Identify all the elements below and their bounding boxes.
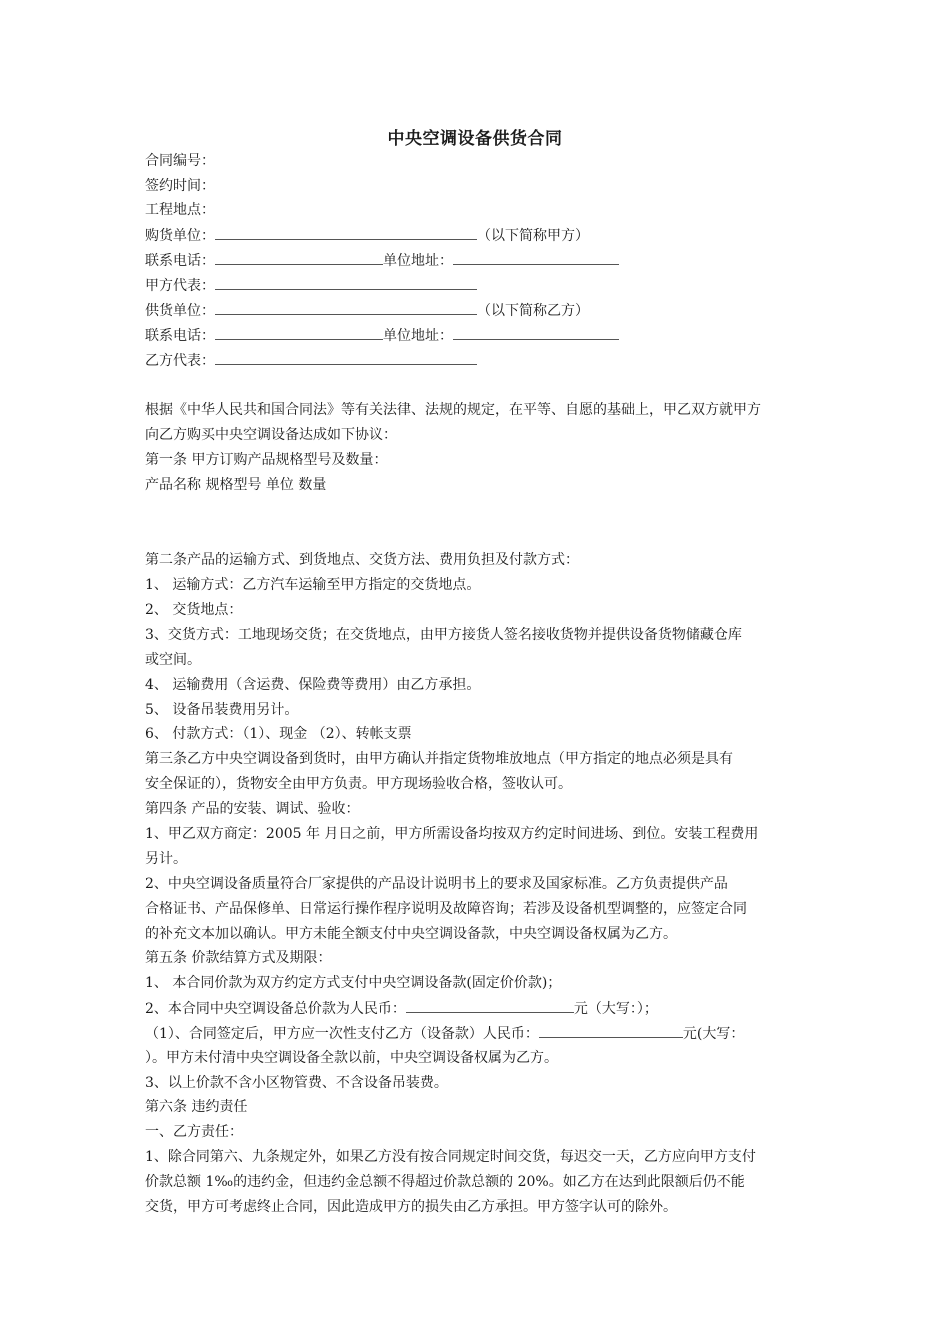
buyer-line [145, 225, 589, 246]
preamble-line-1: 根据《中华人民共和国合同法》等有关法律、法规的规定，在平等、自愿的基础上，甲乙双方就甲方 [145, 402, 761, 418]
preamble-line-2: 向乙方购买中央空调设备达成如下协议： [145, 427, 397, 443]
liability-item-1-cont-2: 交货，甲方可考虑终止合同，因此造成甲方的损失由乙方承担。甲方签字认可的除外。 [145, 1199, 677, 1215]
product-table-header: 产品名称 规格型号 单位 数量 [145, 477, 327, 493]
supplier-rep-label: 乙方代表： [145, 353, 215, 369]
supplier-alias: （以下简称乙方） [477, 303, 589, 319]
lump-sum-label: （1）、合同签定后，甲方应一次性支付乙方（设备款）人民币： [145, 1026, 539, 1042]
document-title: 中央空调设备供货合同 [387, 129, 563, 149]
article-6-heading: 第六条 违约责任 [145, 1099, 248, 1115]
buyer-address-label: 单位地址： [383, 253, 453, 269]
buyer-rep-line [145, 275, 477, 296]
supplier-phone-blank [215, 325, 383, 340]
lump-sum-unit: 元(大写： [682, 1026, 745, 1042]
article-5-heading: 第五条 价款结算方式及期限： [145, 950, 332, 966]
article-2-item-1: 1、 运输方式：乙方汽车运输至甲方指定的交货地点。 [145, 577, 481, 593]
liability-item-1: 1、除合同第六、九条规定外，如果乙方没有按合同规定时间交货，每迟交一天，乙方应向甲方支付 [145, 1149, 756, 1165]
article-2-heading: 第二条产品的运输方式、到货地点、交货方法、费用负担及付款方式： [145, 552, 579, 568]
lump-sum-blank [539, 1023, 683, 1038]
supplier-label: 供货单位： [145, 303, 215, 319]
article-4-item-2: 2、中央空调设备质量符合厂家提供的产品设计说明书上的要求及国家标准。乙方负责提供产品 [145, 876, 728, 892]
article-4-item-2-cont-1: 合格证书、产品保修单、日常运行操作程序说明及故障咨询；若涉及设备机型调整的，应签定合同 [145, 901, 747, 917]
supplier-line [145, 300, 589, 321]
supplier-blank [215, 300, 477, 315]
sign-date-label: 签约时间： [145, 178, 215, 194]
supplier-phone-label: 联系电话： [145, 328, 215, 344]
buyer-alias: （以下简称甲方） [477, 228, 589, 244]
total-price-blank [406, 998, 574, 1013]
contract-number-line [145, 151, 215, 171]
liability-item-1-cont-1: 价款总额 1‰的违约金，但违约金总额不得超过价款总额的 20%。如乙方在达到此限额后仍不能 [145, 1174, 745, 1190]
buyer-label: 购货单位： [145, 228, 215, 244]
supplier-address-blank [453, 325, 619, 340]
buyer-address-blank [453, 250, 619, 265]
article-1-heading: 第一条 甲方订购产品规格型号及数量： [145, 452, 388, 468]
buyer-blank [215, 225, 477, 240]
contract-number-label: 合同编号： [145, 153, 215, 169]
supplier-rep-blank [215, 350, 477, 365]
article-2-item-3: 3、交货方式：工地现场交货；在交货地点，由甲方接货人签名接收货物并提供设备货物储藏仓库 [145, 627, 742, 643]
supplier-address-label: 单位地址： [383, 328, 453, 344]
article-4-heading: 第四条 产品的安装、调试、验收： [145, 801, 360, 817]
article-4-item-2-cont-2: 的补充文本加以确认。甲方未能全额支付中央空调设备款，中央空调设备权属为乙方。 [145, 926, 677, 942]
sign-date-line [145, 176, 215, 196]
project-site-line [145, 200, 215, 220]
buyer-contact-line [145, 250, 619, 271]
article-5-item-3: 3、以上价款不含小区物管费、不含设备吊装费。 [145, 1075, 448, 1091]
project-site-label: 工程地点： [145, 202, 215, 218]
article-5-item-2-sub-1 [145, 1023, 744, 1044]
supplier-contact-line [145, 325, 619, 346]
article-4-item-1-cont: 另计。 [145, 851, 187, 867]
supplier-liability-heading: 一、乙方责任： [145, 1124, 243, 1140]
buyer-rep-label: 甲方代表： [145, 278, 215, 294]
article-2-item-6: 6、 付款方式：（1）、现金 （2）、转帐支票 [145, 726, 412, 742]
buyer-rep-blank [215, 275, 477, 290]
total-price-unit: 元（大写：）； [573, 1001, 658, 1017]
article-5-item-1: 1、 本合同价款为双方约定方式支付中央空调设备款(固定价价款)； [145, 975, 562, 991]
article-5-item-2 [145, 998, 658, 1019]
article-2-item-4: 4、 运输费用（含运费、保险费等费用）由乙方承担。 [145, 677, 481, 693]
article-5-item-2-sub-1-cont: ）。甲方未付清中央空调设备全款以前，中央空调设备权属为乙方。 [145, 1050, 558, 1066]
article-2-item-3-cont: 或空间。 [145, 652, 201, 668]
article-2-item-2: 2、 交货地点： [145, 602, 243, 618]
buyer-phone-label: 联系电话： [145, 253, 215, 269]
article-3-line-2: 安全保证的），货物安全由甲方负责。甲方现场验收合格，签收认可。 [145, 776, 572, 792]
article-2-item-5: 5、 设备吊装费用另计。 [145, 702, 299, 718]
total-price-label: 2、本合同中央空调设备总价款为人民币： [145, 1001, 406, 1017]
article-3-line-1: 第三条乙方中央空调设备到货时，由甲方确认并指定货物堆放地点（甲方指定的地点必须是具有 [145, 751, 733, 767]
article-4-item-1: 1、甲乙双方商定：2005 年 月日之前，甲方所需设备均按双方约定时间进场、到位。安装工程费用 [145, 826, 759, 842]
supplier-rep-line [145, 350, 477, 371]
buyer-phone-blank [215, 250, 383, 265]
